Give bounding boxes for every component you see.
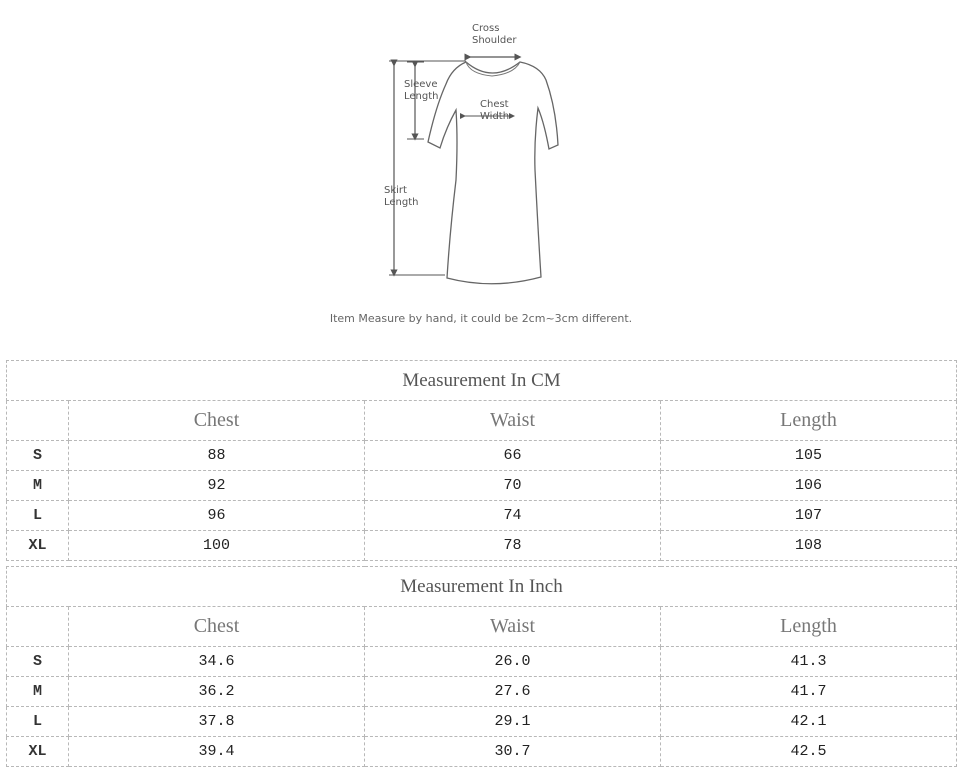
table-row	[7, 531, 957, 561]
table-cell: 100	[69, 531, 365, 561]
size-label: M	[7, 677, 69, 707]
measurement-table-inch	[6, 566, 957, 767]
table-row	[7, 707, 957, 737]
table-cell: 66	[365, 441, 661, 471]
table-cell: 78	[365, 531, 661, 561]
column-header: Waist	[365, 607, 661, 647]
table-row	[7, 647, 957, 677]
table-row	[7, 501, 957, 531]
size-label: S	[7, 647, 69, 677]
sleeve-length-label: Sleeve Length	[404, 79, 439, 102]
column-header: Length	[661, 607, 957, 647]
corner-cell	[7, 607, 69, 647]
table-title: Measurement In CM	[7, 361, 957, 401]
table-row	[7, 471, 957, 501]
table-cell: 106	[661, 471, 957, 501]
table-cell: 34.6	[69, 647, 365, 677]
measure-note: Item Measure by hand, it could be 2cm~3cm different.	[329, 312, 633, 325]
table-cell: 37.8	[69, 707, 365, 737]
table-cell: 36.2	[69, 677, 365, 707]
table-cell: 41.3	[661, 647, 957, 677]
table-row	[7, 441, 957, 471]
table-cell: 96	[69, 501, 365, 531]
column-header: Length	[661, 401, 957, 441]
table-cell: 27.6	[365, 677, 661, 707]
table-cell: 26.0	[365, 647, 661, 677]
table-cell: 105	[661, 441, 957, 471]
dress-measurement-diagram	[0, 0, 962, 345]
dress-outline-illustration	[0, 0, 962, 345]
table-cell: 92	[69, 471, 365, 501]
column-header: Chest	[69, 401, 365, 441]
size-label: XL	[7, 737, 69, 767]
size-label: M	[7, 471, 69, 501]
table-cell: 88	[69, 441, 365, 471]
size-label: XL	[7, 531, 69, 561]
table-cell: 108	[661, 531, 957, 561]
table-cell: 30.7	[365, 737, 661, 767]
dress-body-outline	[428, 62, 558, 284]
skirt-length-label: Skirt Length	[384, 185, 419, 208]
measurement-table-cm	[6, 360, 957, 561]
size-label: L	[7, 501, 69, 531]
table-row	[7, 677, 957, 707]
corner-cell	[7, 401, 69, 441]
table-title: Measurement In Inch	[7, 567, 957, 607]
chest-width-label: Chest Width	[480, 99, 510, 122]
table-cell: 74	[365, 501, 661, 531]
table-cell: 42.5	[661, 737, 957, 767]
size-label: S	[7, 441, 69, 471]
table-cell: 107	[661, 501, 957, 531]
column-header: Waist	[365, 401, 661, 441]
size-label: L	[7, 707, 69, 737]
column-header: Chest	[69, 607, 365, 647]
table-cell: 41.7	[661, 677, 957, 707]
table-cell: 70	[365, 471, 661, 501]
table-cell: 42.1	[661, 707, 957, 737]
cross-shoulder-label: Cross Shoulder	[472, 23, 517, 46]
table-row	[7, 737, 957, 767]
table-cell: 29.1	[365, 707, 661, 737]
table-cell: 39.4	[69, 737, 365, 767]
